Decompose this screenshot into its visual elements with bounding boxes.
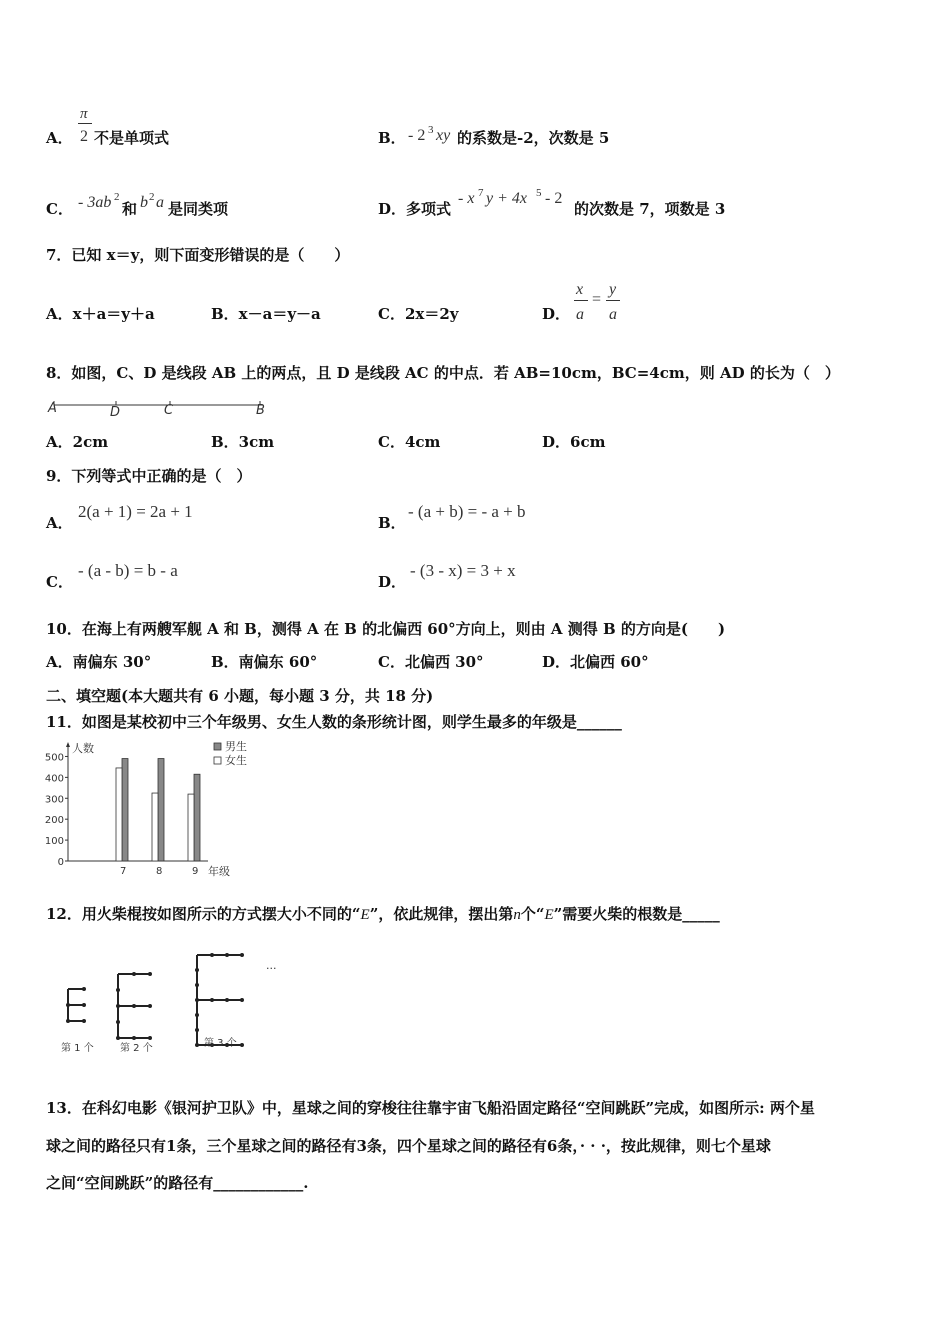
y-tick-label-300: 300 xyxy=(44,794,64,806)
q7-d-bar1 xyxy=(574,300,588,301)
point-a-label: A xyxy=(48,401,57,416)
q6-c-expr1: - 3ab xyxy=(78,194,112,211)
q12-matchstick-figure xyxy=(50,945,300,1060)
q7-d-num2: y xyxy=(609,281,617,298)
x-tick-label-9: 9 xyxy=(192,866,199,877)
q6-option-d-label: D．多项式 xyxy=(378,200,452,218)
y-axis-arrow xyxy=(66,742,70,747)
q9-option-a-expr: 2(a + 1) = 2a + 1 xyxy=(78,502,193,521)
q6-c-expr2: b xyxy=(140,194,148,211)
q13-line-1: 13．在科幻电影《银河护卫队》中，星球之间的穿梭往往靠宇宙飞船沿固定路径“空间跳跃”完成，如图所示: 两个星 xyxy=(46,1099,815,1117)
q7-d-num1: x xyxy=(576,281,584,298)
y-tick-label-500: 500 xyxy=(44,752,64,764)
y-tick-label-100: 100 xyxy=(44,836,64,848)
bar-女生-7 xyxy=(116,768,122,861)
q12-stem-d: ”需要火柴的根数是_____ xyxy=(553,905,720,923)
q6-c-expr2b: a xyxy=(156,194,164,211)
y-tick-label-0: 0 xyxy=(57,857,64,868)
q12-stem-c: 个“ xyxy=(520,905,545,923)
q8-option-d: D．6cm xyxy=(542,433,606,451)
q7-d-den2: a xyxy=(609,306,617,323)
point-b-label: B xyxy=(256,403,265,418)
q6-b-var: xy xyxy=(436,127,451,144)
x-tick-label-8: 8 xyxy=(156,866,163,877)
q11-stem: 11．如图是某校初中三个年级男、女生人数的条形统计图，则学生最多的年级是______ xyxy=(46,713,622,731)
q6-option-a-text: 不是单项式 xyxy=(94,129,170,147)
q9-option-b-label: B． xyxy=(378,514,406,532)
q8-stem: 8．如图，C、D 是线段 AB 上的两点，且 D 是线段 AC 的中点．若 AB=10cm，BC=4cm，则 AD 的长为（ ） xyxy=(46,364,840,382)
q12-stem-a: 12．用火柴棍按如图所示的方式摆大小不同的“ xyxy=(46,905,361,923)
q9-option-c-expr: - (a - b) = b - a xyxy=(78,561,178,580)
q6-b-exp: 3 xyxy=(428,124,434,136)
q6-d-mid: y + 4x xyxy=(486,190,527,207)
point-d-label: D xyxy=(110,405,121,420)
q6-option-a-label: A． xyxy=(46,129,73,147)
bar-女生-8 xyxy=(152,793,158,861)
q8-option-a: A．2cm xyxy=(46,433,109,451)
q12-stem xyxy=(46,904,720,925)
section-heading: 二、填空题(本大题共有 6 小题，每小题 3 分，共 18 分) xyxy=(46,687,434,705)
e3-horizontal-0-2-head xyxy=(240,953,244,957)
q8-option-c: C．4cm xyxy=(378,433,441,451)
q7-d-bar2 xyxy=(606,300,620,301)
q6-c-exp2: 2 xyxy=(149,191,155,203)
e2-horizontal-1-1-head xyxy=(148,1004,152,1008)
q7-d-eq: = xyxy=(592,291,602,308)
q6-option-c-text: 是同类项 xyxy=(168,200,229,218)
point-c-label: C xyxy=(164,403,174,418)
q6-d-e1: 7 xyxy=(478,187,484,199)
q7-option-d-label: D． xyxy=(542,305,571,323)
q9-option-d-expr: - (3 - x) = 3 + x xyxy=(410,561,516,580)
q6-d-e2: 5 xyxy=(536,187,542,199)
q10-option-a: A．南偏东 30° xyxy=(46,653,152,671)
bar-女生-9 xyxy=(188,794,194,861)
q6-option-c-label: C． xyxy=(46,200,73,218)
q6-d-expr: - x xyxy=(458,190,475,207)
q10-option-d: D．北偏西 60° xyxy=(542,653,649,671)
x-axis-label: 年级 xyxy=(208,865,230,878)
q6-c-and: 和 xyxy=(122,200,138,218)
q9-stem: 9．下列等式中正确的是（ ） xyxy=(46,467,252,485)
caption-1: 第 1 个 xyxy=(61,1043,94,1054)
y-tick-label-200: 200 xyxy=(44,815,64,827)
q10-option-c: C．北偏西 30° xyxy=(378,653,484,671)
e2-horizontal-0-1-head xyxy=(148,972,152,976)
legend-swatch-女生 xyxy=(214,757,221,764)
q6-a-two: 2 xyxy=(80,128,88,145)
legend-label-男生: 男生 xyxy=(225,740,247,753)
q11-bar-chart xyxy=(40,738,270,880)
e2-horizontal-2-1-head xyxy=(148,1036,152,1040)
q6-option-b-label: B． xyxy=(378,129,406,147)
e1-horizontal-1-0-head xyxy=(82,1003,86,1007)
q7-option-a: A．x＋a＝y＋a xyxy=(46,305,155,323)
legend-swatch-男生 xyxy=(214,743,221,750)
q13-line-3: 之间“空间跳跃”的路径有____________. xyxy=(46,1174,309,1192)
q7-stem: 7．已知 x＝y，则下面变形错误的是（ ） xyxy=(46,246,350,264)
q9-option-c-label: C． xyxy=(46,573,73,591)
q9-option-a-label: A． xyxy=(46,514,73,532)
e1-horizontal-2-0-head xyxy=(82,1019,86,1023)
q6-a-fraction-bar xyxy=(78,123,92,124)
q7-option-c: C．2x＝2y xyxy=(378,305,459,323)
q7-d-den1: a xyxy=(576,306,584,323)
bar-男生-8 xyxy=(158,759,164,861)
q6-b-expr: - 2 xyxy=(408,127,426,144)
q9-option-b-expr: - (a + b) = - a + b xyxy=(408,502,526,521)
q12-n: n xyxy=(513,907,521,923)
q9-option-d-label: D． xyxy=(378,573,407,591)
y-tick-label-400: 400 xyxy=(44,773,64,785)
q6-d-end: - 2 xyxy=(545,190,563,207)
caption-2: 第 2 个 xyxy=(120,1043,153,1054)
caption-3: 第 3 个 xyxy=(204,1038,237,1049)
q10-option-b: B．南偏东 60° xyxy=(211,653,318,671)
q12-e2: E xyxy=(544,907,554,923)
e1-horizontal-0-0-head xyxy=(82,987,86,991)
q10-stem: 10．在海上有两艘军舰 A 和 B，测得 A 在 B 的北偏西 60°方向上，则由 A 测得 B 的方向是( ) xyxy=(46,620,726,638)
q12-stem-b: ”，依此规律，摆出第 xyxy=(369,905,514,923)
legend-label-女生: 女生 xyxy=(225,754,247,767)
q7-option-b: B．x－a＝y－a xyxy=(211,305,321,323)
q13-line-2: 球之间的路径只有1条，三个星球之间的路径有3条，四个星球之间的路径有6条，· · ·，按此规律，则七个星球 xyxy=(46,1137,771,1155)
q8-segment-figure xyxy=(46,396,276,420)
q12-e1: E xyxy=(360,907,370,923)
figure-ellipsis: ... xyxy=(266,959,277,972)
q6-c-exp1: 2 xyxy=(114,191,120,203)
q6-a-pi: π xyxy=(80,106,88,122)
q6-option-b-text: 的系数是-2，次数是 5 xyxy=(457,129,610,147)
x-tick-label-7: 7 xyxy=(120,866,127,877)
e3-horizontal-2-2-head xyxy=(240,1043,244,1047)
y-axis-label: 人数 xyxy=(72,742,94,755)
bar-男生-9 xyxy=(194,774,200,861)
e3-horizontal-1-2-head xyxy=(240,998,244,1002)
q8-option-b: B．3cm xyxy=(211,433,275,451)
q6-option-d-text: 的次数是 7，项数是 3 xyxy=(574,200,726,218)
bar-男生-7 xyxy=(122,759,128,861)
